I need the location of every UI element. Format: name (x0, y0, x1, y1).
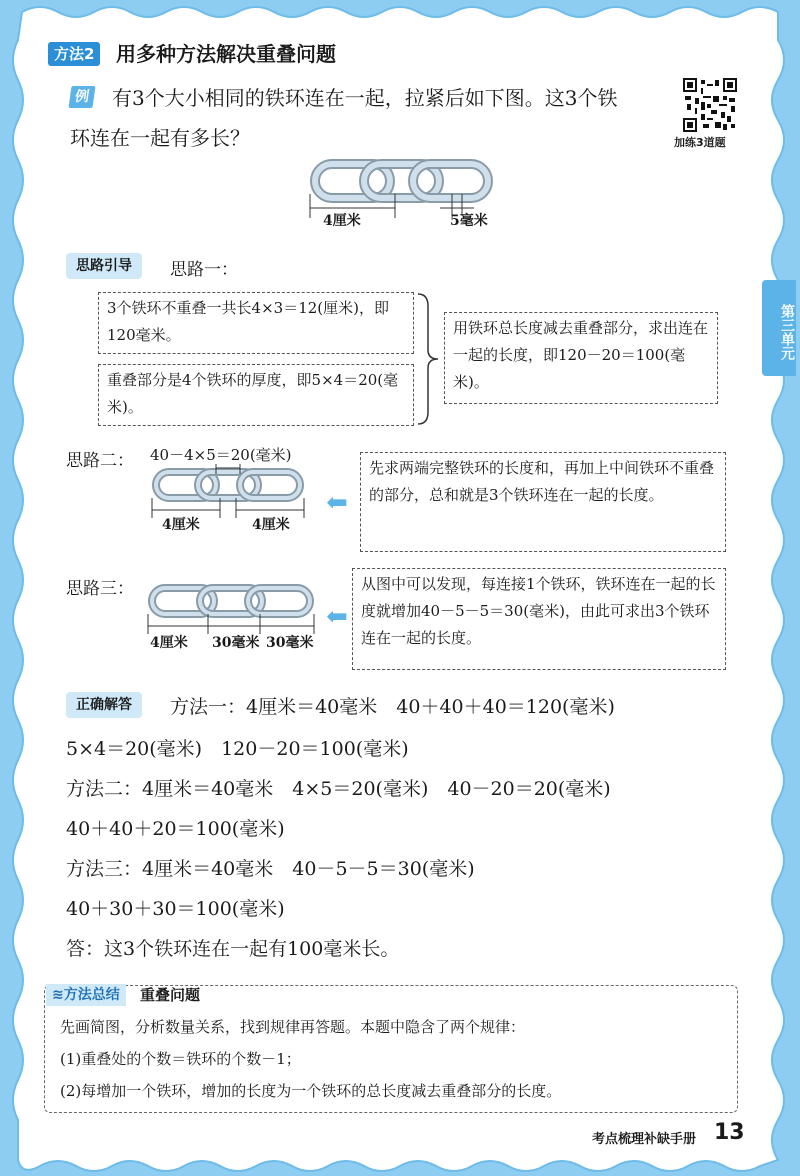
idea1-box-result: 用铁环总长度减去重叠部分，求出连在一起的长度，即120－20＝100(毫米)。 (444, 312, 718, 404)
method-tag: 方法2 (48, 42, 100, 66)
answer-m2-line2: 40＋40＋20＝100(毫米) (66, 818, 285, 840)
summary-tag: ≋方法总结 (46, 984, 126, 1006)
book-title: 考点梳理补缺手册 (592, 1132, 697, 1147)
page-number: 13 (714, 1120, 745, 1145)
answer-m3-line1: 方法三：4厘米＝40毫米 40－5－5＝30(毫米) (66, 858, 475, 880)
summary-title: 重叠问题 (140, 986, 201, 1004)
idea1-box-total: 3个铁环不重叠一共长4×3＝12(厘米)，即120毫米。 (98, 292, 414, 354)
answer-m2-line1: 方法二：4厘米＝40毫米 4×5＝20(毫米) 40－20＝20(毫米) (66, 778, 611, 800)
answer-final: 答：这3个铁环连在一起有100毫米长。 (66, 938, 400, 960)
idea3-label-c: 30毫米 (266, 635, 314, 651)
brace (416, 292, 442, 426)
qr-code[interactable] (683, 78, 737, 132)
qr-caption: 加练3道题 (674, 136, 726, 149)
idea1-box-overlap: 重叠部分是4个铁环的厚度，即5×4＝20(毫米)。 (98, 364, 414, 426)
summary-line-1: 先画简图，分析数量关系，找到规律再答题。本题中隐含了两个规律： (60, 1018, 526, 1036)
summary-line-2: (1)重叠处的个数＝铁环的个数－1； (60, 1050, 301, 1068)
answer-m1-line2: 5×4＝20(毫米) 120－20＝100(毫米) (66, 738, 409, 760)
idea3-label: 思路三： (66, 579, 134, 599)
chain-label-4cm: 4厘米 (323, 213, 361, 229)
example-tag: 例 (68, 86, 95, 108)
section-title: 用多种方法解决重叠问题 (116, 42, 336, 66)
idea2-box: 先求两端完整铁环的长度和，再加上中间铁环不重叠的部分，总和就是3个铁环连在一起的长度。 (360, 452, 726, 552)
summary-line-3: (2)每增加一个铁环，增加的长度为一个铁环的总长度减去重叠部分的长度。 (60, 1082, 562, 1100)
left-arrow-icon: ⬅ (326, 602, 348, 632)
idea2-formula: 40－4×5＝20(毫米) (150, 446, 292, 464)
thinking-guide-tag: 思路引导 (66, 253, 142, 279)
correct-answer-tag: 正确解答 (66, 692, 142, 718)
idea1-label: 思路一： (170, 260, 238, 280)
idea3-label-a: 4厘米 (150, 635, 188, 651)
idea3-label-b: 30毫米 (212, 635, 260, 651)
answer-m3-line2: 40＋30＋30＝100(毫米) (66, 898, 285, 920)
idea2-label-b: 4厘米 (252, 517, 290, 533)
left-arrow-icon: ⬅ (326, 488, 348, 518)
idea2-label-a: 4厘米 (162, 517, 200, 533)
chain-label-5mm: 5毫米 (450, 213, 488, 229)
question-line-2: 环连在一起有多长？ (70, 126, 250, 150)
answer-m1-line1: 方法一：4厘米＝40毫米 40＋40＋40＝120(毫米) (170, 696, 615, 718)
idea3-box: 从图中可以发现，每连接1个铁环，铁环连在一起的长度就增加40－5－5＝30(毫米)，由此可求出3个铁环连在一起的长度。 (352, 568, 726, 670)
idea2-label: 思路二： (66, 451, 134, 471)
question-line-1: 有3个大小相同的铁环连在一起，拉紧后如下图。这3个铁 (112, 86, 618, 110)
unit-side-tab: 第三单元 (762, 280, 796, 376)
